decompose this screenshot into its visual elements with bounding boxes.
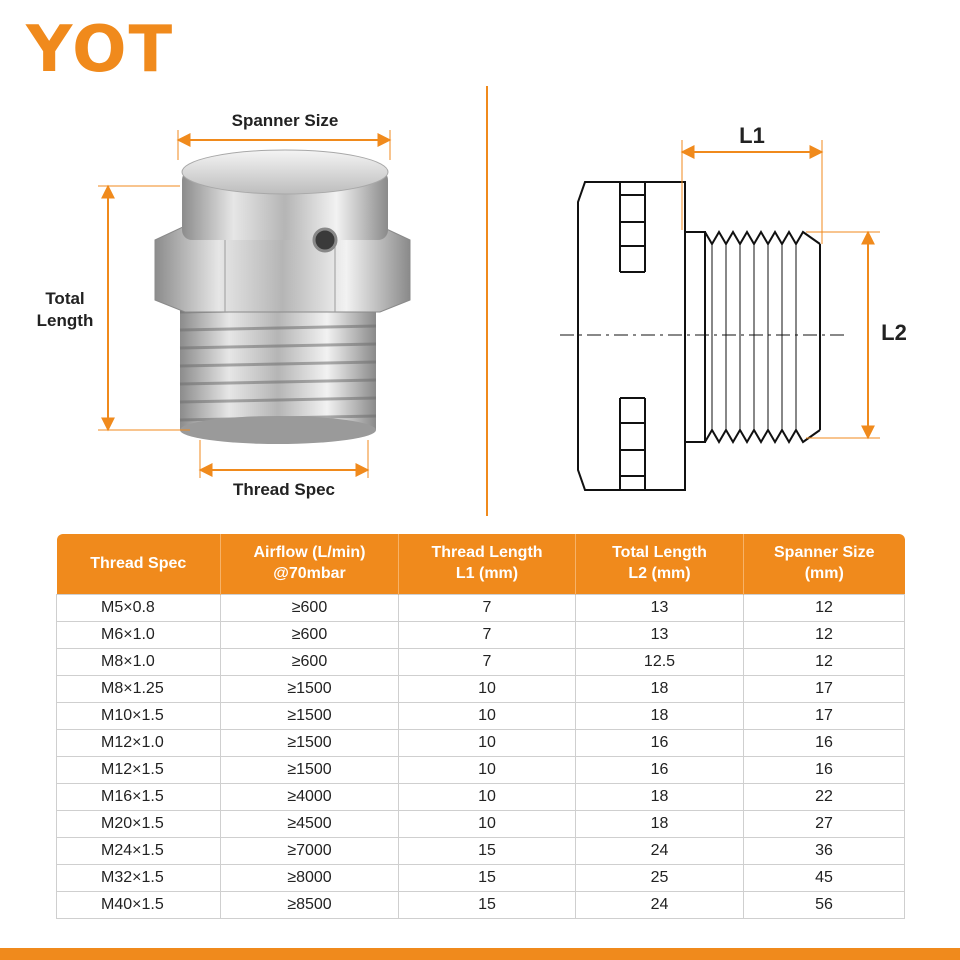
table-cell: 10: [399, 703, 576, 730]
table-cell: 10: [399, 757, 576, 784]
table-cell: 12.5: [576, 649, 744, 676]
table-cell: 7: [399, 595, 576, 622]
brand-logo: YOT: [26, 13, 175, 87]
table-cell: 12: [744, 622, 905, 649]
table-cell: ≥8000: [221, 865, 399, 892]
table-header-cell: [221, 534, 399, 595]
table-body: [57, 595, 905, 919]
total-length-label-line1: Total: [45, 289, 85, 308]
table-cell: 36: [744, 838, 905, 865]
table-cell: 12: [744, 649, 905, 676]
table-row: [57, 649, 905, 676]
l1-label: L1: [739, 123, 765, 148]
table-cell: 13: [576, 622, 744, 649]
table-cell: ≥1500: [221, 730, 399, 757]
header-line2: L1 (mm): [455, 565, 519, 582]
table-row: [57, 892, 905, 919]
table-cell: 24: [576, 892, 744, 919]
table-cell: 18: [576, 784, 744, 811]
header-line1: Thread Spec: [90, 554, 187, 572]
l2-label: L2: [881, 320, 907, 345]
table-cell: M5×0.8: [57, 595, 221, 622]
table-header-cell: [744, 534, 905, 595]
table-cell: 10: [399, 811, 576, 838]
table-cell: ≥1500: [221, 703, 399, 730]
header-line2: (mm): [804, 565, 844, 582]
table-cell: ≥4000: [221, 784, 399, 811]
table-cell: M20×1.5: [57, 811, 221, 838]
total-length-label-line2: Length: [36, 311, 94, 331]
table-cell: ≥8500: [221, 892, 399, 919]
table-cell: 16: [744, 730, 905, 757]
plug-photo: [155, 150, 410, 444]
table-cell: 15: [399, 892, 576, 919]
table-cell: ≥600: [221, 622, 399, 649]
header-line2: @70mbar: [273, 565, 346, 582]
table-cell: M6×1.0: [57, 622, 221, 649]
table-header-cell: [399, 534, 576, 595]
table-cell: ≥600: [221, 649, 399, 676]
table-cell: 56: [744, 892, 905, 919]
table-cell: 27: [744, 811, 905, 838]
table-cell: M40×1.5: [57, 892, 221, 919]
table-cell: 16: [576, 730, 744, 757]
table-cell: 24: [576, 838, 744, 865]
header-line1: Airflow (L/min): [253, 544, 366, 562]
table-cell: M8×1.25: [57, 676, 221, 703]
spec-table: [56, 534, 904, 919]
table-row: [57, 595, 905, 622]
table-cell: ≥4500: [221, 811, 399, 838]
table-cell: 10: [399, 730, 576, 757]
header-line1: Thread Length: [431, 544, 543, 562]
table-cell: 12: [744, 595, 905, 622]
spanner-size-label: Spanner Size: [231, 111, 339, 130]
table-cell: 13: [576, 595, 744, 622]
thread-spec-label: Thread Spec: [232, 480, 336, 499]
table-cell: 18: [576, 703, 744, 730]
section-divider: [486, 86, 488, 516]
table-row: [57, 757, 905, 784]
table-cell: ≥1500: [221, 757, 399, 784]
table-cell: M24×1.5: [57, 838, 221, 865]
table-row: [57, 676, 905, 703]
table-header-cell: [57, 534, 221, 595]
table-cell: 7: [399, 649, 576, 676]
table-cell: ≥7000: [221, 838, 399, 865]
table-cell: 15: [399, 865, 576, 892]
table-row: [57, 730, 905, 757]
header-line1: Spanner Size: [774, 544, 875, 562]
table-cell: 25: [576, 865, 744, 892]
table-cell: 10: [399, 784, 576, 811]
table-cell: 22: [744, 784, 905, 811]
table-cell: 10: [399, 676, 576, 703]
table-header-cell: [576, 534, 744, 595]
header-line1: Total Length: [612, 544, 707, 562]
table-cell: M16×1.5: [57, 784, 221, 811]
table-row: [57, 838, 905, 865]
table-cell: M12×1.0: [57, 730, 221, 757]
table-cell: 17: [744, 676, 905, 703]
header-line2: L2 (mm): [628, 565, 691, 582]
technical-drawing: [560, 182, 845, 490]
table-row: [57, 865, 905, 892]
table-cell: M10×1.5: [57, 703, 221, 730]
table-cell: 18: [576, 811, 744, 838]
bottom-accent-bar: [0, 948, 960, 960]
table-header-row: [57, 534, 905, 595]
table-cell: 17: [744, 703, 905, 730]
table-cell: 18: [576, 676, 744, 703]
table-cell: ≥1500: [221, 676, 399, 703]
table-row: [57, 811, 905, 838]
table-cell: 45: [744, 865, 905, 892]
table-cell: 16: [576, 757, 744, 784]
table-cell: M32×1.5: [57, 865, 221, 892]
table-cell: M8×1.0: [57, 649, 221, 676]
table-cell: 7: [399, 622, 576, 649]
table-row: [57, 703, 905, 730]
total-length-label: [22, 288, 108, 332]
table-cell: 16: [744, 757, 905, 784]
table-cell: ≥600: [221, 595, 399, 622]
table-row: [57, 622, 905, 649]
table-row: [57, 784, 905, 811]
table-cell: M12×1.5: [57, 757, 221, 784]
table-cell: 15: [399, 838, 576, 865]
